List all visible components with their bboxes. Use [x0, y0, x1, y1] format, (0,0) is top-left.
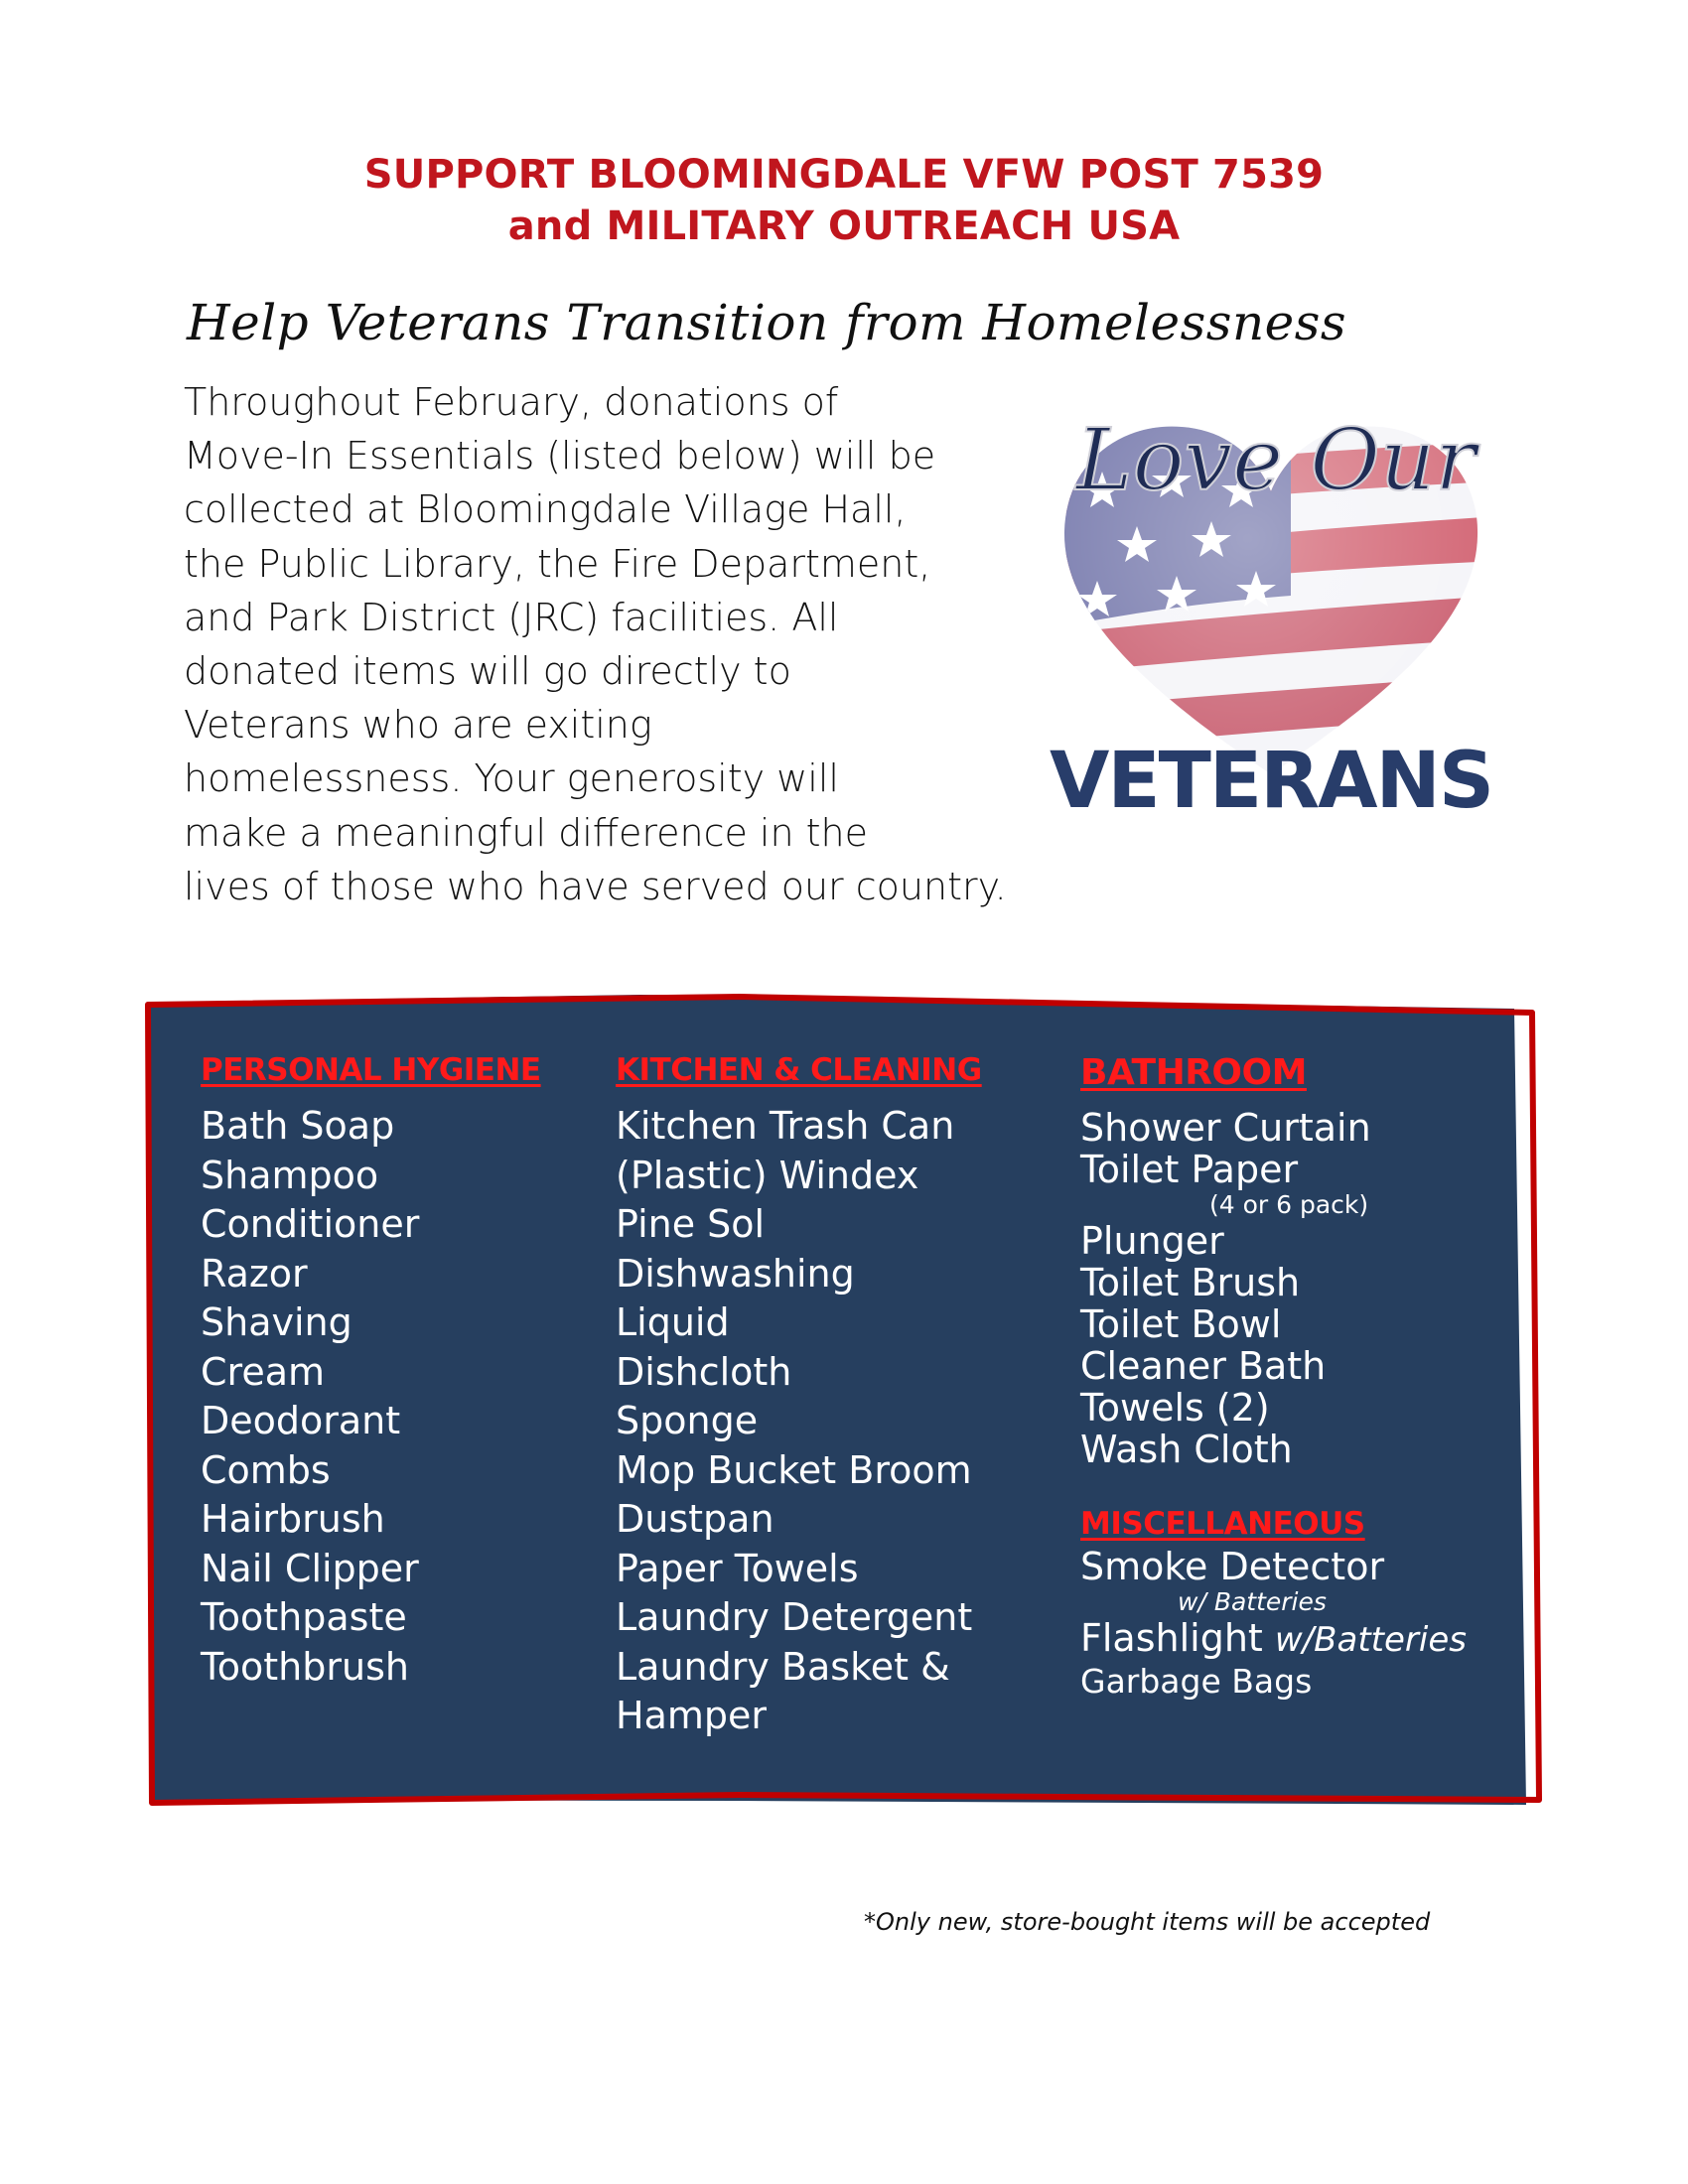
flag-heart-icon [1043, 382, 1499, 829]
list-item: Toilet Bowl [1080, 1302, 1282, 1346]
list-item: Mop Bucket Broom [616, 1447, 972, 1492]
toilet-paper-note: (4 or 6 pack) [1209, 1190, 1369, 1219]
list-item: Laundry Detergent [616, 1595, 973, 1639]
list-item: Toothbrush [201, 1644, 409, 1689]
list-item: Laundry Basket & [616, 1644, 950, 1689]
kitchen-cleaning-column [616, 1052, 982, 1741]
logo-bold-text: VETERANS [1049, 737, 1493, 826]
list-item: Razor [201, 1251, 308, 1296]
list-item: Cream [201, 1349, 326, 1394]
list-item: Garbage Bags [1080, 1662, 1313, 1701]
logo-script-text: Love Our [1075, 411, 1477, 510]
list-item: Combs [201, 1447, 331, 1492]
intro-line: homelessness. Your generosity will [184, 756, 839, 801]
footnote: *Only new, store-bought items will be accepted [864, 1908, 1431, 1936]
flashlight-label: Flashlight [1080, 1616, 1263, 1660]
list-item: Nail Clipper [201, 1546, 419, 1590]
miscellaneous-section [1080, 1506, 1467, 1703]
list-item: Dishcloth [616, 1349, 792, 1394]
list-item: Plunger [1080, 1219, 1224, 1263]
list-item: Sponge [616, 1399, 759, 1442]
list-item: Hamper [616, 1694, 767, 1737]
list-item: Pine Sol [616, 1202, 766, 1246]
intro-line: the Public Library, the Fire Department, [184, 541, 931, 586]
list-item: (Plastic) Windex [616, 1153, 919, 1197]
list-item: Dustpan [616, 1497, 774, 1541]
list-item: Bath Soap [201, 1104, 395, 1148]
intro-line: Throughout February, donations of [184, 380, 839, 424]
personal-hygiene-column [201, 1052, 541, 1692]
list-item: Shaving [201, 1300, 352, 1344]
flashlight-note: w/Batteries [1274, 1620, 1467, 1660]
list-item: Deodorant [201, 1399, 401, 1442]
list-item: Shampoo [201, 1153, 379, 1197]
list-item: Smoke Detector [1080, 1545, 1385, 1588]
list-item: Toothpaste [201, 1595, 407, 1639]
intro-paragraph [184, 375, 1117, 913]
list-item: Conditioner [201, 1202, 420, 1246]
list-item [1080, 1617, 1467, 1661]
bathroom-heading: BATHROOM [1080, 1052, 1307, 1093]
title-line-2: and MILITARY OUTREACH USA [507, 204, 1181, 249]
list-item: Kitchen Trash Can [616, 1104, 955, 1148]
page-title [0, 149, 1688, 252]
intro-line: and Park District (JRC) facilities. All [184, 595, 839, 639]
list-item: Hairbrush [201, 1497, 385, 1541]
intro-line: Veterans who are exiting [184, 703, 652, 748]
smoke-detector-note: w/ Batteries [1178, 1587, 1327, 1616]
title-line-1: SUPPORT BLOOMINGDALE VFW POST 7539 [363, 152, 1325, 198]
list-item: Toilet Brush [1080, 1261, 1301, 1304]
kitchen-cleaning-heading: KITCHEN & CLEANING [616, 1052, 982, 1088]
list-item: Cleaner Bath [1080, 1344, 1327, 1388]
list-item: Shower Curtain [1080, 1106, 1371, 1150]
bathroom-misc-column [1080, 1052, 1467, 1703]
intro-line: make a meaningful difference in the [184, 810, 869, 855]
love-our-veterans-logo [1043, 382, 1499, 829]
list-item: Wash Cloth [1080, 1428, 1293, 1471]
intro-line: donated items will go directly to [184, 649, 791, 694]
list-item: Toilet Paper [1080, 1148, 1299, 1191]
intro-line: lives of those who have served our country. [184, 864, 1007, 908]
intro-line: Move-In Essentials (listed below) will be [184, 434, 936, 478]
list-item: Towels (2) [1080, 1386, 1270, 1430]
list-item: Liquid [616, 1300, 730, 1344]
subtitle: Help Veterans Transition from Homelessness [187, 294, 1347, 351]
list-item: Paper Towels [616, 1546, 859, 1590]
intro-line: collected at Bloomingdale Village Hall, [184, 487, 907, 532]
personal-hygiene-heading: PERSONAL HYGIENE [201, 1052, 541, 1088]
list-item: Dishwashing [616, 1251, 855, 1296]
miscellaneous-heading: MISCELLANEOUS [1080, 1506, 1365, 1542]
